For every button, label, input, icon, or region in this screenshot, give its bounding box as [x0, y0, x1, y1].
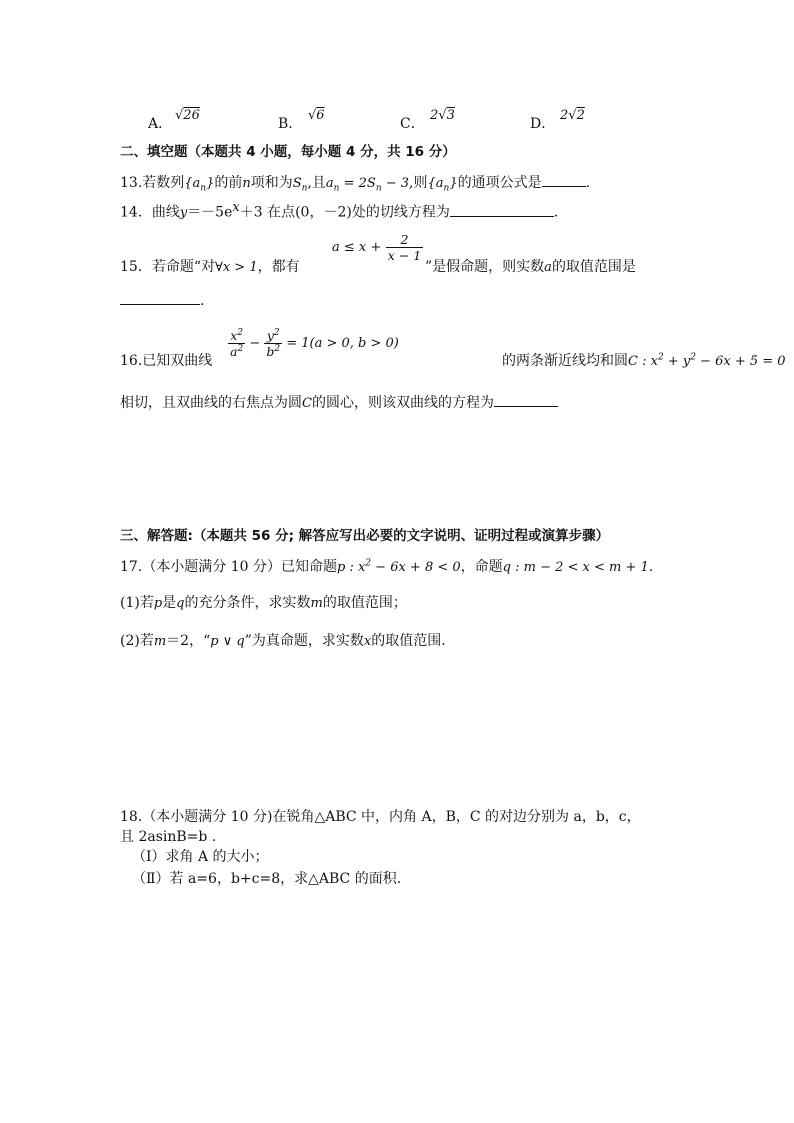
q17-mid: ，命题: [460, 559, 503, 575]
question-16-line2: [120, 392, 558, 412]
option-b: [278, 113, 302, 133]
q13-formula-rest: = 2S: [339, 176, 376, 191]
q17-prefix: 17.（本小题满分 10 分）已知命题: [120, 559, 337, 575]
option-d-label: D．: [530, 116, 556, 132]
option-c-label: C．: [400, 116, 425, 132]
q15-forall: ∀x > 1: [214, 260, 258, 275]
q14-expr: ＝－5e: [187, 204, 233, 221]
question-18-part2: （Ⅱ）若 a=6，b+c=8，求△ABC 的面积.: [132, 871, 402, 887]
q14-y: y: [179, 205, 188, 221]
q17-part1-c: 的充分条件，求实数: [184, 595, 311, 611]
q16-frac-y-num: $y^2$: [264, 328, 282, 344]
q16-line2a: 相切，且双曲线的右焦点为圆: [120, 395, 302, 411]
q16-circle: C : $x^2 + y^2 - 6x + 5 = 0$: [628, 352, 786, 369]
q17-p-expr2: − 6x + 8 < 0: [371, 560, 461, 575]
question-17-part1: [120, 592, 407, 612]
option-c-coef: 2: [430, 108, 439, 123]
q17-part2-x: x: [363, 634, 372, 649]
q15-answer-line: [120, 290, 204, 309]
q16-frac-x-den: $a^2$: [230, 344, 244, 360]
q13-seq-sub: n: [200, 183, 207, 194]
q13-mid2: 项和为: [250, 175, 293, 191]
q13-prefix: 13.若数列: [120, 175, 185, 191]
q16-tail: [502, 350, 786, 370]
option-a: [148, 113, 172, 133]
question-17-part2: [120, 630, 446, 650]
q16-y: y: [266, 328, 274, 344]
question-18-line2: 且 2asinB=b .: [120, 829, 217, 845]
q17-part1-a: (1)若: [120, 595, 154, 611]
q14-expr2: ＋3 在点(0，－2)处的切线方程为: [239, 204, 450, 221]
q16-b: b: [266, 344, 275, 360]
q13-suffix: 的通项公式是: [457, 175, 542, 191]
q16-minus: −: [245, 336, 265, 352]
q17-part1-d: 的取值范围；: [322, 595, 407, 611]
q13-n: n: [242, 176, 251, 191]
q15-text: [120, 256, 300, 276]
q16-circle-a: C : x: [628, 354, 658, 369]
q17-p: p : $x^2 - 6x + 8 < 0$: [336, 558, 461, 575]
q16-prefix: 16.已知双曲线: [120, 353, 213, 369]
q15-a: a: [544, 260, 552, 275]
q15-ineq-left: a ≤ x +: [332, 240, 382, 255]
option-a-label: A．: [148, 116, 173, 132]
q17-q: q : m − 2 < x < m + 1: [502, 560, 649, 575]
q15-mid: ，都有: [257, 259, 300, 275]
q16-frac-x: [228, 328, 245, 359]
question-17: [120, 556, 653, 576]
q13-seq2-close: }: [449, 176, 458, 191]
q15-suffix: ”是假命题，则实数: [425, 259, 545, 275]
section2-heading: 二、填空题（本题共 4 小题，每小题 4 分，共 16 分）: [120, 144, 456, 160]
section3-heading: 三、解答题:（本题共 56 分; 解答应写出必要的文字说明、证明过程或演算步骤）: [120, 528, 610, 544]
q13-mid1: 的前: [214, 175, 243, 191]
q13-S-sub: n: [301, 183, 308, 194]
q17-part1-m: m: [310, 596, 323, 611]
q13-S-letter: S: [292, 176, 302, 191]
option-a-radicand: 26: [183, 108, 200, 123]
q13-formula-sub: n: [333, 183, 340, 194]
q16-line2b: 的圆心，则该双曲线的方程为: [311, 395, 494, 411]
q15-suffix2: 的取值范围是: [551, 259, 636, 275]
q15-ineq: [332, 232, 423, 263]
question-18-part1: （Ⅰ）求角 A 的大小；: [132, 849, 269, 865]
q16-mid: 的两条渐近线均和圆: [502, 353, 628, 369]
option-d: [530, 113, 555, 133]
q13-seq-close: }: [206, 176, 215, 191]
option-b-value: √6: [308, 108, 325, 123]
option-c: [400, 113, 425, 133]
option-b-radicand: 6: [316, 108, 325, 123]
q13-seq2-sub: n: [443, 183, 450, 194]
q14-exp: x: [232, 200, 240, 215]
q13-seq-a: {a: [184, 176, 201, 191]
q16-frac-y: [264, 328, 282, 359]
option-c-radicand: 3: [446, 108, 455, 123]
q15-den: x − 1: [387, 248, 422, 263]
q17-part1-b: 是: [162, 595, 177, 611]
q13-seq2-a: {a: [427, 176, 444, 191]
q13-formula: [325, 176, 410, 194]
q16-circle-c: − 6x + 5 = 0: [695, 354, 786, 369]
q14-answer-blank[interactable]: [450, 202, 554, 217]
q13-end: .: [585, 175, 591, 191]
q13-formula-a: a: [325, 176, 334, 191]
q16-hyperbola: [228, 328, 399, 359]
q15-answer-blank[interactable]: [120, 290, 200, 305]
q15-end: .: [200, 293, 205, 309]
q16-frac-y-den: $b^2$: [266, 344, 281, 360]
option-d-radicand: 2: [576, 108, 585, 123]
q16-answer-blank[interactable]: [494, 392, 558, 407]
q16-a: a: [230, 344, 238, 360]
question-13: [120, 172, 590, 194]
option-b-label: B．: [278, 116, 303, 132]
q14-end: .: [553, 204, 559, 221]
q15-suffix-wrap: [425, 256, 636, 276]
q17-part2-expr: p ∨ q: [210, 634, 245, 649]
option-a-value: √26: [175, 108, 200, 123]
q17-end: .: [648, 559, 654, 575]
q16-frac-x-num: $x^2$: [228, 328, 245, 344]
q16-circle-b: + y: [663, 354, 691, 369]
q17-part2-b: ＝2，“: [166, 633, 211, 649]
q17-part2-a: (2)若: [120, 633, 154, 649]
q17-part2-c: ”为真命题，求实数: [244, 633, 364, 649]
question-14: [120, 200, 558, 222]
option-d-coef: 2: [560, 108, 569, 123]
q13-mid3: ,且: [307, 175, 326, 191]
q17-part1-p: p: [153, 596, 163, 611]
q13-formula-tail: − 3: [381, 176, 410, 191]
q13-seq2: [427, 176, 458, 194]
q17-part2-m: m: [153, 634, 167, 649]
q16-C: C: [302, 396, 312, 411]
answer-options: [0, 108, 794, 132]
q13-seq: [184, 176, 215, 194]
q15-num: 2: [386, 232, 423, 248]
q16-x: x: [230, 328, 238, 344]
q13-S: [292, 176, 308, 194]
q15-prefix: 15．若命题“对: [120, 259, 215, 275]
q13-answer-blank[interactable]: [542, 172, 586, 187]
q17-p-expr: p : x: [336, 560, 366, 575]
q17-part2-d: 的取值范围.: [371, 633, 446, 649]
q13-formula-sub2: n: [375, 183, 382, 194]
q13-mid4: ,则: [409, 175, 428, 191]
q17-part1-q: q: [176, 596, 185, 611]
q15-fraction: [386, 232, 423, 263]
question-18-line1: 18.（本小题满分 10 分)在锐角△ABC 中，内角 A，B，C 的对边分别为 a，b，c，: [120, 809, 641, 825]
option-c-value: 2√3: [430, 108, 455, 123]
q16-cond: = 1(a > 0, b > 0): [282, 336, 399, 352]
q14-prefix: 14．曲线: [120, 204, 180, 221]
option-d-value: 2√2: [560, 108, 585, 123]
